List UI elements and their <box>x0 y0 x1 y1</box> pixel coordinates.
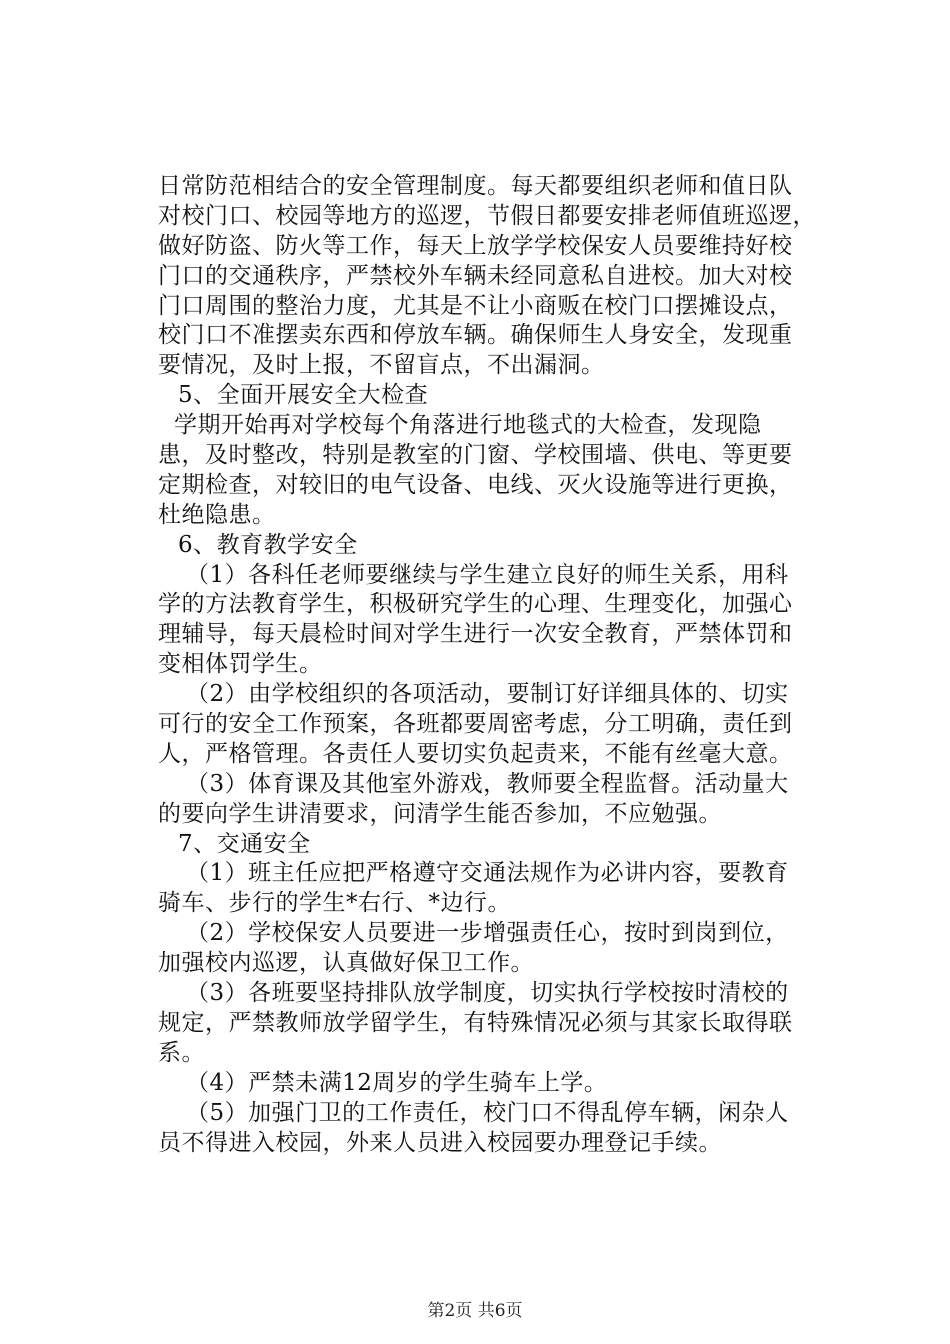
text-line: 学期开始再对学校每个角落进行地毯式的大检查，发现隐 <box>174 412 762 439</box>
text-line: 学的方法教育学生，积极研究学生的心理、生理变化，加强心 <box>158 591 793 618</box>
text-line: 变相体罚学生。 <box>158 651 323 678</box>
section-heading: 6、教育教学安全 <box>178 531 358 558</box>
text-line: 杜绝隐患。 <box>158 501 276 528</box>
text-line: 人，严格管理。各责任人要切实负起责来，不能有丝毫大意。 <box>158 740 793 767</box>
text-line: （3）各班要坚持排队放学制度，切实执行学校按时清校的 <box>186 980 789 1007</box>
text-line: 日常防范相结合的安全管理制度。每天都要组织老师和值日队 <box>158 173 793 199</box>
text-line: 对校门口、校园等地方的巡逻，节假日都要安排老师值班巡逻， <box>158 202 816 229</box>
document-body <box>158 172 838 1158</box>
section-heading: 5、全面开展安全大检查 <box>178 382 429 409</box>
text-line: （4）严禁未满12周岁的学生骑车上学。 <box>186 1069 608 1096</box>
text-line: 门口周围的整治力度，尤其是不让小商贩在校门口摆摊设点， <box>158 292 793 319</box>
text-line: （2）学校保安人员要进一步增强责任心，按时到岗到位， <box>186 920 789 947</box>
text-line: 做好防盗、防火等工作，每天上放学学校保安人员要维持好校 <box>158 232 793 259</box>
text-line: 患，及时整改，特别是教室的门窗、学校围墙、供电、等更要 <box>158 442 793 469</box>
text-line: （3）体育课及其他室外游戏，教师要全程监督。活动量大 <box>186 770 789 797</box>
text-line: 可行的安全工作预案，各班都要周密考虑，分工明确，责任到 <box>158 711 793 738</box>
text-line: 定期检查，对较旧的电气设备、电线、灭火设施等进行更换， <box>158 471 793 498</box>
text-line: 骑车、步行的学生*右行、*边行。 <box>158 890 511 917</box>
text-line: 门口的交通秩序，严禁校外车辆未经同意私自进校。加大对校 <box>158 262 793 289</box>
text-line: （1）各科任老师要继续与学生建立良好的师生关系，用科 <box>186 561 789 588</box>
text-line: 规定，严禁教师放学留学生，有特殊情况必须与其家长取得联 <box>158 1009 793 1036</box>
text-line: 系。 <box>158 1039 205 1066</box>
section-heading: 7、交通安全 <box>178 830 311 857</box>
text-line: （5）加强门卫的工作责任，校门口不得乱停车辆，闲杂人 <box>186 1099 789 1126</box>
text-line: 加强校内巡逻，认真做好保卫工作。 <box>158 950 534 977</box>
text-line: 校门口不准摆卖东西和停放车辆。确保师生人身安全，发现重 <box>158 322 793 349</box>
text-line: 要情况，及时上报，不留盲点，不出漏洞。 <box>158 352 605 379</box>
text-line: 理辅导，每天晨检时间对学生进行一次安全教育，严禁体罚和 <box>158 621 793 648</box>
text-line: 的要向学生讲清要求，问清学生能否参加，不应勉强。 <box>158 800 722 827</box>
text-line: （1）班主任应把严格遵守交通法规作为必讲内容，要教育 <box>186 860 789 887</box>
text-line: （2）由学校组织的各项活动，要制订好详细具体的、切实 <box>186 681 789 708</box>
page-footer: 第2页 共6页 <box>427 1301 523 1321</box>
text-line: 员不得进入校园，外来人员进入校园要办理登记手续。 <box>158 1129 722 1156</box>
